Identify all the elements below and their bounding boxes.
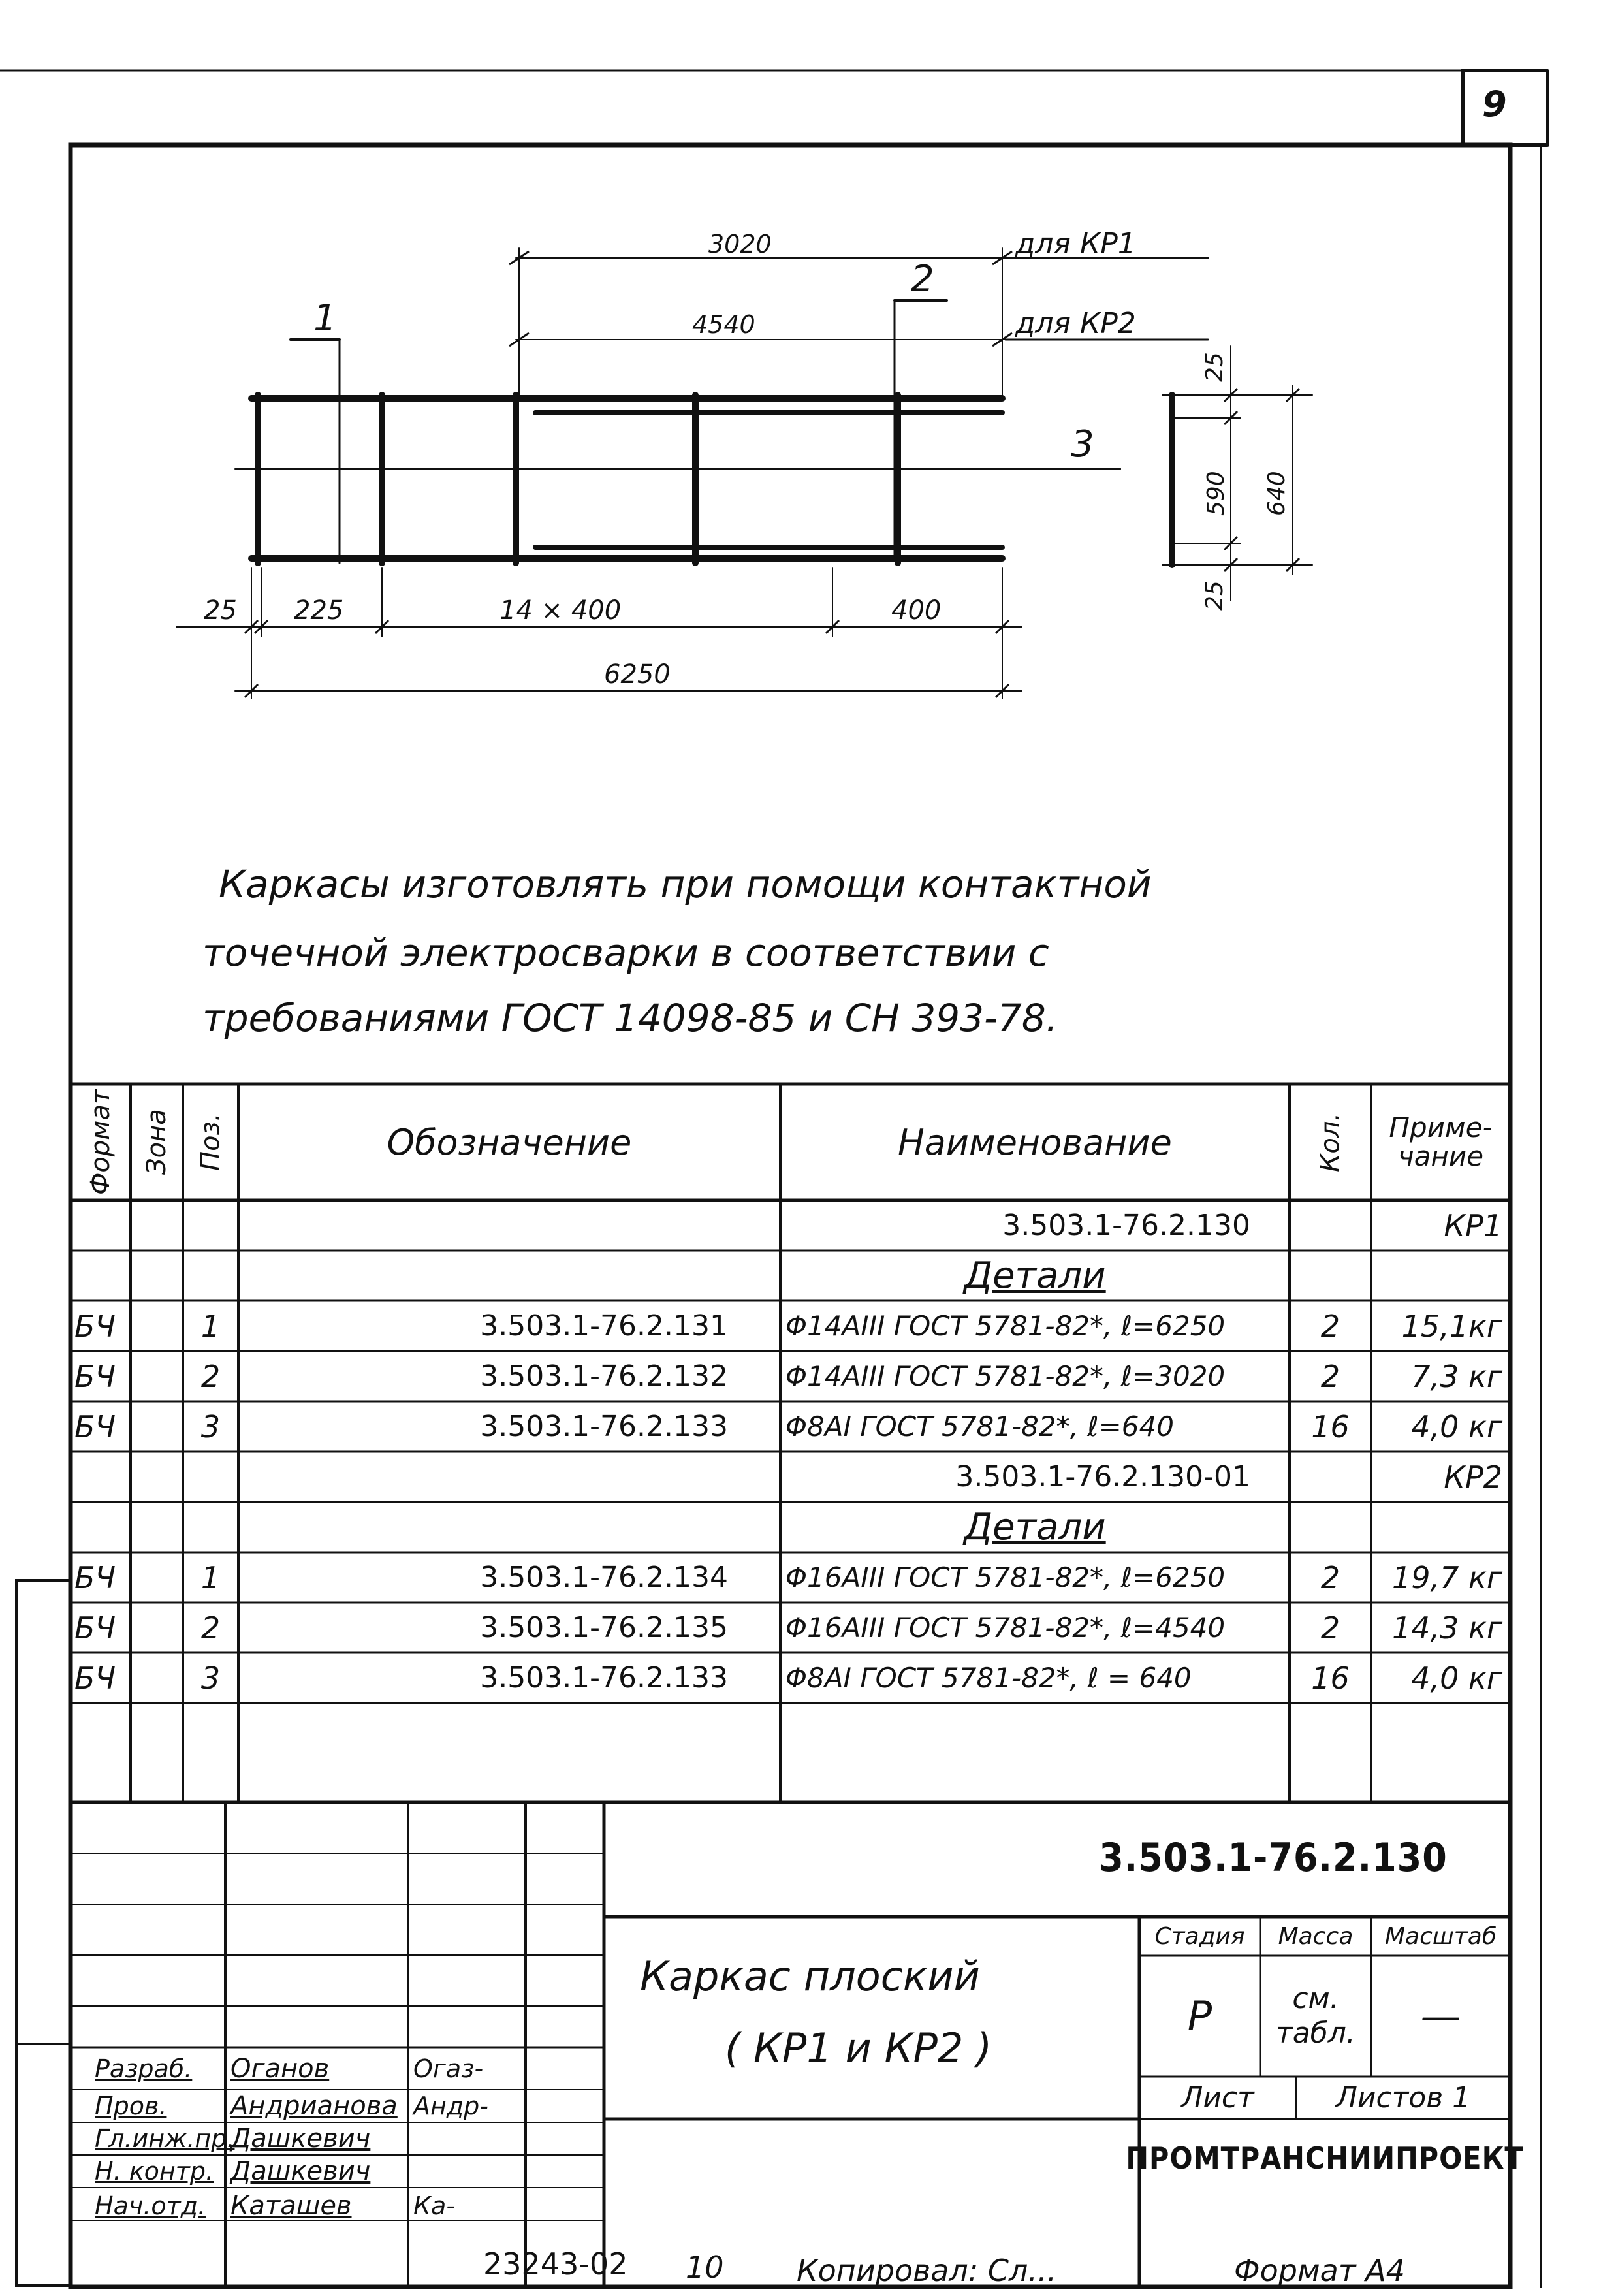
spec-cell-designation: 3.503.1-76.2.133 (480, 1410, 728, 1443)
footer-num: 10 (686, 2250, 724, 2285)
position-label-2: 2 (911, 258, 934, 300)
spec-cell-designation: 3.503.1-76.2.134 (480, 1561, 728, 1594)
spec-cell-note: КР1 (1444, 1207, 1502, 1243)
mass-value: см. табл. (1276, 1981, 1355, 2050)
header-zone: Зона (142, 1109, 172, 1175)
spec-cell-pos (183, 1502, 238, 1552)
footer-copied: Копировал: Сл... (797, 2253, 1057, 2288)
spec-cell-qty (1290, 1452, 1371, 1502)
spec-cell-designation: 3.503.1-76.2.133 (480, 1661, 728, 1695)
spec-cell-name: Φ16АIII ГОСТ 5781-82*, ℓ=4540 (785, 1612, 1226, 1644)
spec-cell-note (1371, 1251, 1510, 1301)
spec-cell-note: 15,1кг (1401, 1308, 1502, 1344)
spec-cell-qty (1290, 1502, 1371, 1552)
spec-cell-pos: 2 (200, 1358, 221, 1394)
spec-cell-format: БЧ (74, 1308, 116, 1344)
header-qty: Кол. (1315, 1112, 1346, 1172)
spec-cell-designation: 3.503.1-76.2.132 (480, 1360, 728, 1393)
spec-cell-pos (183, 1251, 238, 1301)
spec-cell-qty (1290, 1200, 1371, 1251)
spec-cell-qty: 2 (1320, 1559, 1340, 1595)
spec-cell-name: Φ14АIII ГОСТ 5781-82*, ℓ=3020 (785, 1360, 1226, 1392)
signature-name: Дашкевич (230, 2124, 371, 2154)
scale-label: Масштаб (1384, 1922, 1497, 1950)
dim-6250: 6250 (604, 660, 671, 690)
note-for-kp2: для КР2 (1015, 307, 1136, 340)
doc-code: 3.503.1-76.2.130 (1099, 1835, 1448, 1881)
stage-value: Р (1187, 1992, 1212, 2040)
dim-25-bottom: 25 (1201, 581, 1228, 611)
title-line-1: Каркас плоский (640, 1953, 980, 2000)
spec-cell-format: БЧ (74, 1409, 116, 1444)
signature-name: Оганов (230, 2053, 330, 2084)
dim-400: 400 (891, 596, 942, 626)
spec-cell-designation (238, 1200, 780, 1251)
scale-value: — (1420, 1992, 1461, 2040)
spec-cell-format (71, 1502, 131, 1552)
signature-role: Нач.отд. (95, 2191, 206, 2220)
dim-590: 590 (1203, 471, 1229, 516)
note-for-kp1: для КР1 (1015, 227, 1136, 261)
signature-mark: Огаз- (413, 2054, 484, 2083)
dim-640: 640 (1263, 471, 1290, 516)
spec-cell-qty: 2 (1320, 1308, 1340, 1344)
signature-mark: Ка- (413, 2191, 455, 2220)
sheets-label: Листов 1 (1335, 2081, 1471, 2114)
spec-cell-qty: 16 (1311, 1409, 1350, 1444)
mass-label: Масса (1278, 1922, 1354, 1950)
signature-role: Разраб. (95, 2054, 193, 2083)
spec-cell-qty: 2 (1320, 1610, 1340, 1646)
spec-cell-note: 14,3 кг (1392, 1610, 1502, 1646)
spec-cell-name: Φ16АIII ГОСТ 5781-82*, ℓ=6250 (785, 1561, 1226, 1593)
spec-cell-designation (238, 1502, 780, 1552)
stage-label: Стадия (1154, 1922, 1245, 1950)
signature-name: Каташев (230, 2190, 352, 2221)
note-line-3: требованиями ГОСТ 14098-85 и СН 393-78. (202, 996, 1058, 1040)
spec-cell-note: 7,3 кг (1411, 1358, 1502, 1394)
dim-225: 225 (294, 596, 344, 626)
spec-cell-qty: 2 (1320, 1358, 1340, 1394)
spec-cell-name: Φ14АIII ГОСТ 5781-82*, ℓ=6250 (785, 1310, 1226, 1342)
dim-3020: 3020 (708, 230, 772, 259)
spec-cell-pos: 2 (200, 1610, 221, 1646)
spec-cell-designation (238, 1452, 780, 1502)
signature-name: Дашкевич (230, 2156, 371, 2186)
header-designation: Обозначение (387, 1121, 632, 1163)
signature-mark (408, 2155, 531, 2188)
dim-25-left: 25 (204, 596, 237, 626)
sheet-label: Лист (1181, 2081, 1254, 2114)
spec-cell-name: Детали (964, 1254, 1106, 1297)
spec-cell-pos: 3 (200, 1660, 221, 1696)
position-label-3: 3 (1071, 423, 1094, 466)
spec-cell-pos: 1 (200, 1559, 221, 1595)
spec-cell-note: 4,0 кг (1411, 1409, 1502, 1444)
spec-cell-pos (183, 1452, 238, 1502)
dim-4540: 4540 (692, 310, 755, 339)
header-note: Приме-чание (1389, 1111, 1493, 1172)
spec-cell-designation: 3.503.1-76.2.131 (480, 1309, 728, 1343)
organization: ПРОМТРАНСНИИПРОЕКТ (1126, 2141, 1524, 2176)
footer-inv: 23243-02 (483, 2246, 628, 2282)
footer-format: Формат А4 (1234, 2253, 1405, 2288)
spec-cell-pos: 3 (200, 1409, 221, 1444)
spec-cell-format (71, 1200, 131, 1251)
spec-cell-qty (1290, 1251, 1371, 1301)
signature-role: Н. контр. (95, 2157, 214, 2186)
spec-cell-format: БЧ (74, 1610, 116, 1646)
spec-cell-format: БЧ (74, 1660, 116, 1696)
spec-cell-name: Детали (964, 1506, 1106, 1548)
signature-role: Гл.инж.пр. (95, 2124, 235, 2153)
spec-cell-designation (238, 1251, 780, 1301)
dim-25-top: 25 (1201, 352, 1228, 382)
spec-cell-format (71, 1452, 131, 1502)
signature-mark: Андр- (413, 2092, 488, 2120)
spec-cell-name: 3.503.1-76.2.130-01 (955, 1460, 1250, 1493)
note-line-1: Каркасы изготовлять при помощи контактной (219, 862, 1152, 906)
spec-cell-name: Φ8АI ГОСТ 5781-82*, ℓ = 640 (785, 1662, 1192, 1694)
note-line-2: точечной электросварки в соответствии с (202, 931, 1049, 975)
spec-cell-note: 4,0 кг (1411, 1660, 1502, 1696)
dim-14x400: 14 × 400 (499, 596, 622, 626)
header-pos: Поз. (195, 1113, 226, 1172)
signature-role: Пров. (95, 2092, 167, 2120)
spec-cell-designation: 3.503.1-76.2.135 (480, 1611, 728, 1644)
header-format: Формат (86, 1089, 116, 1196)
spec-cell-name: Φ8АI ГОСТ 5781-82*, ℓ=640 (785, 1411, 1174, 1443)
sheet-number: 9 (1482, 84, 1507, 125)
spec-cell-pos: 1 (200, 1308, 221, 1344)
spec-cell-qty: 16 (1311, 1660, 1350, 1696)
spec-cell-note: 19,7 кг (1392, 1559, 1502, 1595)
spec-cell-format: БЧ (74, 1559, 116, 1595)
spec-cell-name: 3.503.1-76.2.130 (1002, 1209, 1250, 1242)
spec-cell-format: БЧ (74, 1358, 116, 1394)
signature-mark (408, 2122, 531, 2155)
position-label-1: 1 (313, 297, 337, 340)
spec-cell-format (71, 1251, 131, 1301)
spec-cell-pos (183, 1200, 238, 1251)
spec-cell-note: КР2 (1444, 1459, 1502, 1495)
header-name: Наименование (898, 1121, 1172, 1163)
spec-cell-note (1371, 1502, 1510, 1552)
signature-name: Андрианова (230, 2091, 398, 2121)
title-line-2: ( КР1 и КР2 ) (725, 2024, 992, 2072)
